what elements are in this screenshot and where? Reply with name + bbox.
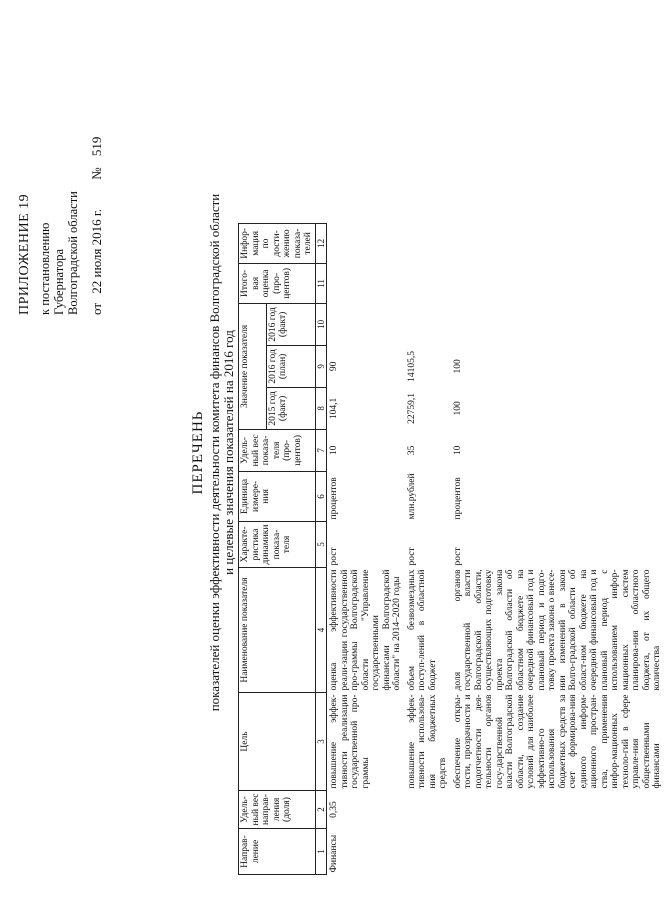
cell-plan-2016: 14105,5 bbox=[406, 350, 417, 382]
column-number: 8 bbox=[315, 387, 327, 429]
cell-info bbox=[451, 223, 665, 263]
column-number: 4 bbox=[315, 568, 327, 693]
cell-score bbox=[327, 263, 405, 303]
appendix-label: ПРИЛОЖЕНИЕ 19 bbox=[17, 193, 32, 315]
cell-indicator: оценка эффективности реали-зации государственной про-граммы Волгоградской области "Управление государственными финансами Волгоградской области" на 2014–2020 годы bbox=[329, 569, 402, 691]
col-header-weight: Удель-ный вес направ-ления (доля) bbox=[239, 791, 316, 829]
cell-info bbox=[405, 223, 451, 263]
cell-goal: повышение эффек-тивности использова-ния бюджетных средств bbox=[406, 694, 448, 789]
cell-fact-2016 bbox=[327, 303, 405, 345]
column-number: 6 bbox=[315, 471, 327, 521]
cell-plan-2016: 100 bbox=[452, 359, 463, 374]
cell-dynamics: рост bbox=[329, 547, 339, 566]
column-number: 2 bbox=[315, 791, 327, 829]
cell-fact-2015: 22759,1 bbox=[406, 392, 417, 424]
subtitle-line-2: и целевые значения показателей на 2016 год bbox=[221, 330, 236, 575]
header-line-1: к постановлению bbox=[38, 222, 52, 315]
cell-share: 35 bbox=[406, 445, 417, 456]
table-row bbox=[327, 223, 405, 874]
cell-dynamics: рост bbox=[452, 547, 463, 566]
col-header-indicator: Наименование показателя bbox=[239, 568, 316, 693]
cell-plan-2016: 90 bbox=[329, 361, 339, 372]
cell-unit: процентов bbox=[329, 477, 339, 520]
decree-number: 519 bbox=[89, 136, 104, 157]
col-header-info: Инфор-мация по дости-жению показа-телей bbox=[239, 223, 316, 263]
document-subtitle bbox=[208, 0, 236, 905]
column-number: 1 bbox=[315, 829, 327, 875]
cell-score bbox=[451, 263, 665, 303]
col-header-plan-2016: 2016 год (план) bbox=[266, 345, 315, 387]
col-header-fact-2015: 2015 год (факт) bbox=[266, 387, 315, 429]
cell-unit: процентов bbox=[452, 477, 463, 520]
cell-weight bbox=[405, 791, 451, 829]
cell-goal: повышение эффек-тивности реализации государственной про-граммы bbox=[329, 694, 371, 789]
cell-unit: млн.рублей bbox=[406, 473, 417, 520]
col-header-value-group: Значение показателя bbox=[239, 303, 267, 429]
column-number: 7 bbox=[315, 429, 327, 471]
cell-direction bbox=[405, 829, 451, 875]
col-header-score: Итого-вая оценка (про-центов) bbox=[239, 263, 316, 303]
number-label: № bbox=[89, 167, 104, 180]
column-number: 5 bbox=[315, 522, 327, 568]
cell-fact-2016 bbox=[405, 303, 451, 345]
table-row bbox=[405, 223, 451, 874]
cell-fact-2015: 104,1 bbox=[329, 397, 339, 420]
cell-indicator: доля органов государственной власти Волгоградской области, осуществляющих подготовку проекта закона Волгоградской области об областном бюджете на очередной финансовый год и плановый период и подго-товку проекта закона о внесе-нии изменений в закон Волго-градской области об област-ном бюджете на очередной финансовый год и плановый период с использованием инфор-мационных систем планирова-ния областного бюджета, от их общего количества bbox=[452, 569, 662, 691]
cell-weight: 0,35 bbox=[329, 801, 339, 818]
subtitle-line-1: показателей оценки эффективности деятельности комитета финансов Волгоградской области bbox=[207, 193, 222, 712]
column-number-row bbox=[315, 223, 327, 874]
document-header bbox=[18, 15, 104, 315]
header-line-2: Губернатора bbox=[52, 248, 66, 315]
col-header-fact-2016: 2016 год (факт) bbox=[266, 303, 315, 345]
cell-fact-2016 bbox=[451, 303, 665, 345]
cell-fact-2015: 100 bbox=[452, 401, 463, 416]
col-header-direction: Направ-ление bbox=[239, 829, 316, 875]
table-header-row bbox=[239, 223, 267, 874]
cell-direction: Финансы bbox=[329, 834, 339, 873]
indicators-table bbox=[238, 223, 665, 875]
column-number: 12 bbox=[315, 223, 327, 263]
col-header-goal: Цель bbox=[239, 693, 316, 791]
col-header-dynamics: Характе-ристика динамики показа-теля bbox=[239, 522, 316, 568]
decree-date: 22 июля 2016 г. bbox=[89, 209, 104, 294]
cell-goal: обеспечение откры-тости, прозрачности и подотчетности дея-тельности органов госу-дарственной власти Волгоградской области, создание условий для наиболее эффективно-го использования бюджетных средств за счет формирова-ния единого информ-ационного простран-ства, применения инфор-мационных техноло-гий в сфере управле-ния общественными финансами bbox=[452, 694, 662, 789]
document-title: ПЕРЕЧЕНЬ bbox=[190, 410, 206, 495]
cell-direction bbox=[451, 829, 665, 875]
header-line-3: Волгоградской области bbox=[66, 191, 80, 315]
cell-dynamics: рост bbox=[406, 547, 417, 566]
cell-indicator: объем безвозмездных поступ-лений в областной бюджет bbox=[406, 569, 438, 691]
decree-date-line bbox=[90, 15, 104, 315]
cell-score bbox=[405, 263, 451, 303]
column-number: 11 bbox=[315, 263, 327, 303]
col-header-share: Удель-ный вес показа-теля (про-центов) bbox=[239, 429, 316, 471]
cell-share: 10 bbox=[329, 445, 339, 456]
cell-info bbox=[327, 223, 405, 263]
cell-weight bbox=[451, 791, 665, 829]
from-label: от bbox=[89, 302, 104, 315]
col-header-unit: Единица измере-ния bbox=[239, 471, 316, 521]
column-number: 9 bbox=[315, 345, 327, 387]
cell-share: 10 bbox=[452, 445, 463, 456]
column-number: 3 bbox=[315, 693, 327, 791]
column-number: 10 bbox=[315, 303, 327, 345]
table-row bbox=[451, 223, 665, 874]
